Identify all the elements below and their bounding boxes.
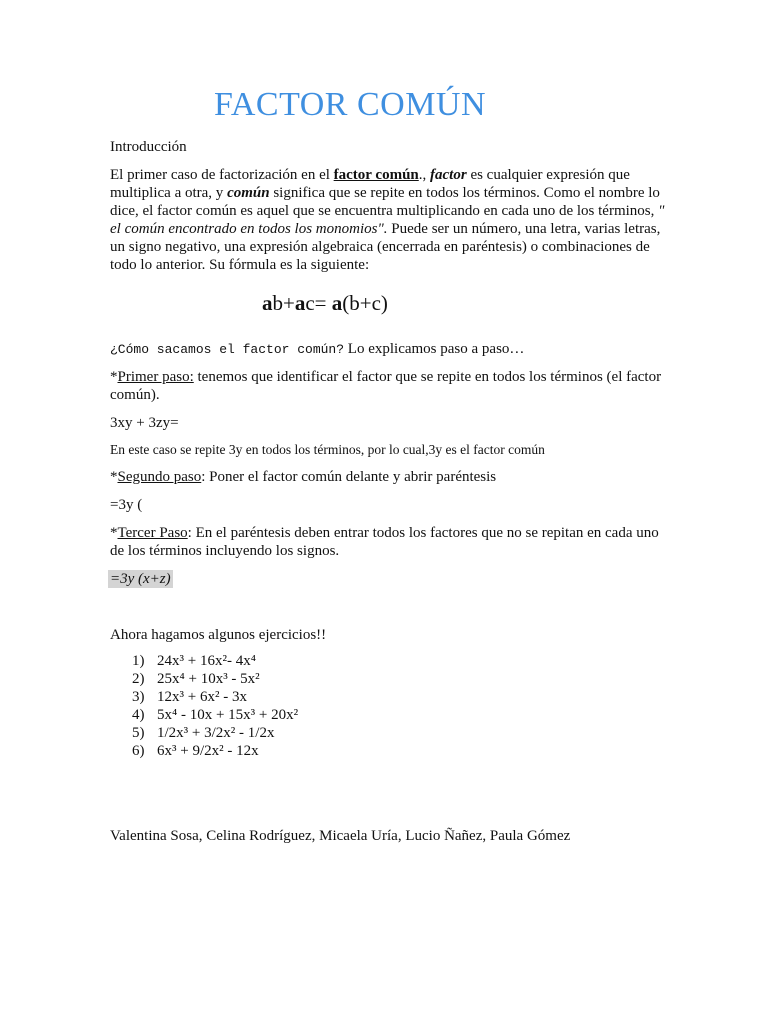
list-item xyxy=(110,724,298,742)
item-expression: 5x⁴ - 10x + 15x³ + 20x² xyxy=(157,707,299,723)
quote-text: " el común encontrado en todos los monomios". xyxy=(110,203,665,237)
item-number: 5) xyxy=(132,725,145,741)
formula-a: a xyxy=(331,291,343,315)
step-1 xyxy=(110,368,670,404)
item-expression: 12x³ + 6x² - 3x xyxy=(157,689,247,705)
step-2 xyxy=(110,468,496,486)
authors-line: Valentina Sosa, Celina Rodríguez, Micaela Uría, Lucio Ñañez, Paula Gómez xyxy=(110,828,571,844)
expression-2: =3y ( xyxy=(110,497,143,513)
step-3 xyxy=(110,524,670,560)
paragraph-text: Puede ser un número, una letra, varias letras, un signo negativo, una expresión algebraica (encerrada en paréntesis) o combinaciones de todo lo anterior. Su fórmula es la siguiente: xyxy=(110,221,661,273)
list-item xyxy=(110,742,298,760)
item-expression: 1/2x³ + 3/2x² - 1/2x xyxy=(157,725,275,741)
factor-comun-term: factor común xyxy=(333,167,419,183)
formula-part: c= xyxy=(305,291,332,315)
paragraph-text: El primer caso de factorización en el xyxy=(110,167,334,183)
question-mono: ¿Cómo sacamos el factor común? xyxy=(110,342,345,357)
item-number: 6) xyxy=(132,743,145,759)
paragraph-text: ., xyxy=(418,167,427,183)
page-title: FACTOR COMÚN xyxy=(213,86,487,123)
item-expression: 25x⁴ + 10x³ - 5x² xyxy=(157,671,260,687)
intro-paragraph xyxy=(110,166,670,274)
list-item xyxy=(110,652,298,670)
step-note: En este caso se repite 3y en todos los términos, por lo cual,3y es el factor común xyxy=(110,442,545,457)
list-item xyxy=(110,670,298,688)
exercise-list xyxy=(110,652,298,760)
comun-term: común xyxy=(227,185,270,201)
list-item xyxy=(110,706,298,724)
formula-a: a xyxy=(262,291,273,315)
step-3-text: : En el paréntesis deben entrar todos los factores que no se repitan en cada uno de los términos incluyendo los signos. xyxy=(110,525,659,559)
item-number: 3) xyxy=(132,689,145,705)
step-star: * xyxy=(110,369,118,385)
step-3-label: Tercer Paso xyxy=(117,525,188,541)
step-star: * xyxy=(110,469,118,485)
item-expression: 24x³ + 16x²- 4x⁴ xyxy=(157,653,256,669)
item-expression: 6x³ + 9/2x² - 12x xyxy=(157,743,259,759)
step-star: * xyxy=(110,525,118,541)
formula-part: (b+c) xyxy=(342,291,388,315)
question-line xyxy=(110,340,524,359)
step-2-label: Segundo paso xyxy=(117,469,202,485)
expression-1: 3xy + 3zy= xyxy=(110,415,179,431)
item-number: 4) xyxy=(132,707,145,723)
item-number: 1) xyxy=(132,653,145,669)
step-1-label: Primer paso: xyxy=(117,369,194,385)
intro-heading: Introducción xyxy=(110,139,187,155)
formula-part: b+ xyxy=(272,291,295,315)
result-expression: =3y (x+z) xyxy=(110,571,171,587)
formula-a: a xyxy=(294,291,306,315)
item-number: 2) xyxy=(132,671,145,687)
factor-term: factor xyxy=(430,167,467,183)
exercises-intro: Ahora hagamos algunos ejercicios!! xyxy=(110,627,327,643)
factor-formula xyxy=(262,290,388,316)
question-rest: Lo explicamos paso a paso… xyxy=(344,341,525,357)
step-1-text: tenemos que identificar el factor que se repite en todos los términos (el factor común). xyxy=(110,369,662,403)
list-item xyxy=(110,688,298,706)
paragraph-text: significa que se repite en todos los términos. Como el nombre lo dice, el factor común es aquel que se encuentra multiplicando en cada uno de los términos, xyxy=(110,185,660,219)
step-2-text: : Poner el factor común delante y abrir paréntesis xyxy=(201,469,497,485)
paragraph-text: es cualquier expresión que multiplica a otra, y xyxy=(110,167,630,201)
